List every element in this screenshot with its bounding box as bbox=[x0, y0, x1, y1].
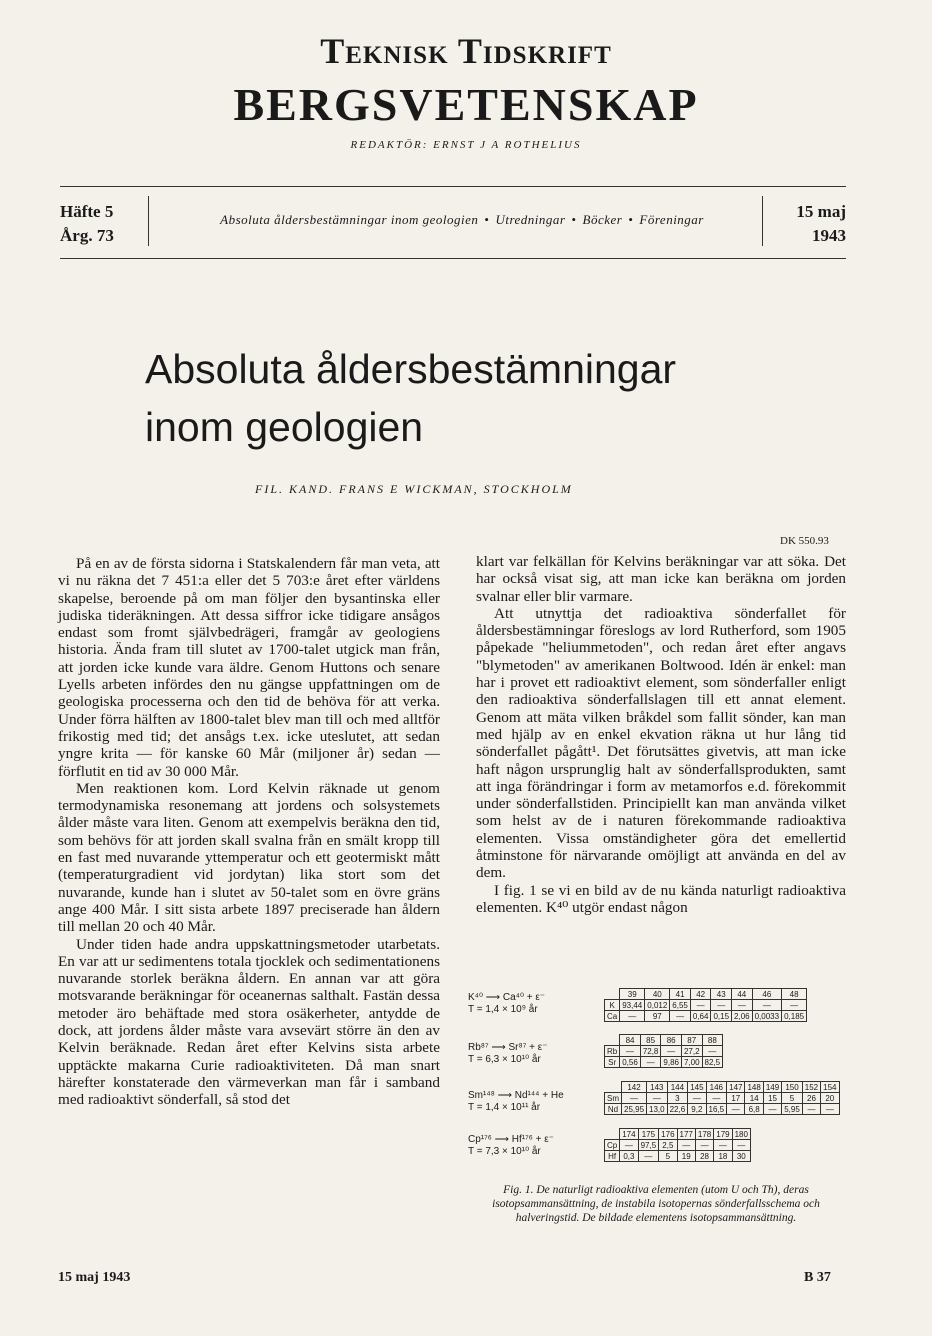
isotope-table-cp-hf bbox=[604, 1128, 751, 1162]
table-cell: 174 bbox=[620, 1129, 638, 1140]
table-cell: — bbox=[620, 1011, 645, 1022]
table-cell: 97,5 bbox=[638, 1140, 659, 1151]
decay-equation: Sm¹⁴⁸ ⟶ Nd¹⁴⁴ + He bbox=[468, 1090, 564, 1101]
table-cell: 15 bbox=[763, 1093, 781, 1104]
table-cell: 42 bbox=[690, 989, 711, 1000]
table-row bbox=[605, 1151, 751, 1162]
table-cell: — bbox=[802, 1104, 820, 1115]
topic: Böcker bbox=[582, 212, 623, 227]
author-line: FIL. KAND. FRANS E WICKMAN, STOCKHOLM bbox=[255, 482, 573, 496]
issue-hafte: Häfte 5 bbox=[60, 202, 114, 221]
table-cell: — bbox=[688, 1093, 706, 1104]
decay-equation: K⁴⁰ ⟶ Ca⁴⁰ + ε⁻ bbox=[468, 992, 546, 1003]
table-cell: 154 bbox=[821, 1082, 839, 1093]
table-cell: — bbox=[711, 1000, 732, 1011]
table-cell: 17 bbox=[727, 1093, 745, 1104]
table-cell: 93,44 bbox=[620, 1000, 645, 1011]
table-cell: 25,95 bbox=[622, 1104, 647, 1115]
table-cell: 88 bbox=[702, 1035, 723, 1046]
header-row bbox=[605, 989, 807, 1000]
element-symbol: Nd bbox=[605, 1104, 622, 1115]
topic-list: Absoluta åldersbestämningar inom geologien • Utredningar • Böcker • Föreningar bbox=[220, 212, 704, 227]
table-cell: — bbox=[620, 1046, 641, 1057]
table-cell: 16,5 bbox=[706, 1104, 727, 1115]
table-cell: 7,00 bbox=[681, 1057, 702, 1068]
article-title bbox=[145, 340, 676, 456]
table-cell: 0,15 bbox=[711, 1011, 732, 1022]
table-cell: — bbox=[732, 1140, 750, 1151]
table-cell: 142 bbox=[622, 1082, 647, 1093]
dk-classification: DK 550.93 bbox=[780, 535, 829, 547]
table-cell: 44 bbox=[732, 989, 753, 1000]
table-cell: 27,2 bbox=[681, 1046, 702, 1057]
header-row bbox=[605, 1082, 840, 1093]
isotope-table-sm-nd bbox=[604, 1081, 840, 1115]
table-cell: 48 bbox=[782, 989, 807, 1000]
table-cell: 2,5 bbox=[659, 1140, 677, 1151]
table-cell: 146 bbox=[706, 1082, 727, 1093]
decay-scheme bbox=[468, 1042, 547, 1066]
table-cell: 149 bbox=[763, 1082, 781, 1093]
table-cell: 148 bbox=[745, 1082, 763, 1093]
table-cell: 43 bbox=[711, 989, 732, 1000]
table-cell: — bbox=[763, 1104, 781, 1115]
table-cell: 5,95 bbox=[782, 1104, 803, 1115]
table-cell: 175 bbox=[638, 1129, 659, 1140]
table-cell: 144 bbox=[667, 1082, 688, 1093]
paragraph: I fig. 1 se vi en bild av de nu kända naturligt radioaktiva elementen. K⁴⁰ utgör endast någon bbox=[476, 881, 846, 916]
table-row bbox=[605, 1093, 840, 1104]
table-cell: 46 bbox=[752, 989, 781, 1000]
table-cell: 97 bbox=[645, 1011, 670, 1022]
table-cell: — bbox=[702, 1046, 723, 1057]
table-cell: — bbox=[670, 1011, 691, 1022]
table-cell: 0,012 bbox=[645, 1000, 670, 1011]
table-cell: 5 bbox=[659, 1151, 677, 1162]
table-row bbox=[605, 1046, 723, 1057]
table-cell: 86 bbox=[661, 1035, 682, 1046]
divider bbox=[762, 196, 763, 246]
table-cell: — bbox=[661, 1046, 682, 1057]
title-line: Absoluta åldersbestämningar bbox=[145, 346, 677, 392]
element-symbol: Sr bbox=[605, 1057, 620, 1068]
topic: Föreningar bbox=[639, 212, 704, 227]
paragraph: På en av de första sidorna i Statskalendern får man veta, att vi nu räkna det 7 451:a eller det 5 703:e året efter världens skapelse, beroende på om man följer den bysantinska eller judiska tideräkningen. Att dessa siffror icke tidigare ansågos endast som fromt självbedrägeri, framgår av geologiens historia. Ända fram till slutet av 1700-talet utgick man från, att jorden icke kunde vara äldre. Genom Huttons och senare Lyells arbeten infördes den nu gängse uppfattningen om de geologiska processerna och den tid de behöva för att verka. Under förra hälften av 1800-talet blev man till och med alltför frikostig med tid; det ansågs t.ex. icke uteslutet, att sedan yngre krita — för kanske 60 Mår (miljoner år) sedan — förflutit en tid av 30 000 Mår. bbox=[58, 555, 440, 780]
table-cell: — bbox=[782, 1000, 807, 1011]
table-cell: 0,185 bbox=[782, 1011, 807, 1022]
table-cell: 85 bbox=[640, 1035, 661, 1046]
section-title: BERGSVETENSKAP bbox=[233, 79, 699, 130]
figure-1 bbox=[464, 984, 852, 1174]
table-cell: 150 bbox=[782, 1082, 803, 1093]
footer-date: 15 maj 1943 bbox=[58, 1270, 131, 1285]
table-cell: 82,5 bbox=[702, 1057, 723, 1068]
figure-caption: Fig. 1. De naturligt radioaktiva elementen (utom U och Th), deras isotopsammansättning, de instabila isotopernas sönderfallsschema och halveringstid. De bildade elementens isotopsammansättning. bbox=[492, 1184, 820, 1224]
table-cell: — bbox=[640, 1057, 661, 1068]
table-cell: — bbox=[714, 1140, 732, 1151]
table-cell: 152 bbox=[802, 1082, 820, 1093]
half-life: T = 6,3 × 10¹⁰ år bbox=[468, 1054, 541, 1065]
element-symbol bbox=[605, 1035, 620, 1046]
table-row bbox=[605, 1140, 751, 1151]
table-cell: 13,0 bbox=[647, 1104, 668, 1115]
element-symbol bbox=[605, 1129, 620, 1140]
editor-line: REDAKTÖR: ERNST J A ROTHELIUS bbox=[350, 139, 582, 151]
table-cell: 145 bbox=[688, 1082, 706, 1093]
table-cell: 19 bbox=[677, 1151, 695, 1162]
table-cell: — bbox=[677, 1140, 695, 1151]
table-cell: — bbox=[622, 1093, 647, 1104]
element-symbol: Cp bbox=[605, 1140, 620, 1151]
element-symbol bbox=[605, 1082, 622, 1093]
table-cell: — bbox=[638, 1151, 659, 1162]
paragraph: klart var felkällan för Kelvins beräkningar var att söka. Det har också visat sig, att man icke kan beräkna om jorden svalnar eller blir varmare. bbox=[476, 553, 846, 605]
issue-day: 15 maj bbox=[796, 202, 846, 221]
table-cell: 0,3 bbox=[620, 1151, 638, 1162]
element-symbol: Sm bbox=[605, 1093, 622, 1104]
element-symbol: K bbox=[605, 1000, 620, 1011]
bottom-rule bbox=[60, 258, 846, 259]
table-cell: — bbox=[620, 1140, 638, 1151]
table-cell: 180 bbox=[732, 1129, 750, 1140]
element-symbol bbox=[605, 989, 620, 1000]
table-row bbox=[605, 1000, 807, 1011]
table-cell: — bbox=[821, 1104, 839, 1115]
table-cell: 5 bbox=[782, 1093, 803, 1104]
table-cell: 28 bbox=[695, 1151, 713, 1162]
table-cell: 0,64 bbox=[690, 1011, 711, 1022]
top-rule bbox=[60, 186, 846, 187]
paragraph: Under tiden hade andra uppskattningsmetoder utarbetats. En var att ur sedimentens totala tjocklek och sedimentationens nuvarande storlek beräkna åldern. En annan var att göra motsvarande beräkningar för oceanernas salthalt. Fastän dessa metoder äro behäftade med stora osäkerheter, antydde de dock, att jordens ålder måste vara avsevärt större än den av Kelvin beräknade. Redan året efter Kelvins sista arbete upptäckte makarna Curie radioaktiviteten. Då man snart härefter konstaterade den värmeverkan man får i samband med radioaktivt sönderfall, så stod det bbox=[58, 935, 440, 1109]
table-cell: 2,06 bbox=[732, 1011, 753, 1022]
masthead bbox=[0, 30, 932, 151]
table-cell: 39 bbox=[620, 989, 645, 1000]
isotope-table-k-ca bbox=[604, 988, 807, 1022]
table-row bbox=[605, 1057, 723, 1068]
paragraph: Men reaktionen kom. Lord Kelvin räknade ut genom termodynamiska resonemang att jordens och solsystemets ålder måste vara liten. Genom att exempelvis beräkna den tid, som behövs för att jorden skall svalna från en smält kropp till en fast med nuvarande yttemperatur och ett geotermiskt mått (temperaturgradient vid jordytan) lika stort som det nuvarande, kunde han i slutet av 50-talet som en övre gräns ange 400 Mår. I sitt sista arbete 1897 preciserade han åldern till mellan 20 och 40 Mår. bbox=[58, 779, 440, 936]
table-cell: 30 bbox=[732, 1151, 750, 1162]
half-life: T = 7,3 × 10¹⁰ år bbox=[468, 1146, 541, 1157]
left-column bbox=[58, 555, 440, 1109]
decay-scheme bbox=[468, 992, 545, 1016]
decay-scheme bbox=[468, 1134, 554, 1158]
table-row bbox=[605, 1011, 807, 1022]
header-row bbox=[605, 1129, 751, 1140]
title-line: inom geologien bbox=[145, 404, 424, 450]
decay-equation: Cp¹⁷⁶ ⟶ Hf¹⁷⁶ + ε⁻ bbox=[468, 1134, 554, 1145]
decay-scheme bbox=[468, 1090, 564, 1114]
issue-date bbox=[770, 200, 846, 248]
issue-year: 1943 bbox=[812, 226, 846, 245]
table-row bbox=[605, 1104, 840, 1115]
table-cell: 72,8 bbox=[640, 1046, 661, 1057]
isotope-table-rb-sr bbox=[604, 1034, 723, 1068]
table-cell: 41 bbox=[670, 989, 691, 1000]
table-cell: 40 bbox=[645, 989, 670, 1000]
table-cell: — bbox=[752, 1000, 781, 1011]
paragraph: Att utnyttja det radioaktiva sönderfallet för åldersbestämningar föreslogs av lord Rutherford, som 1905 påpekade "heliummetoden", och redan året efter angavs "blymetoden" av amerikanen Boltwood. Idén är enkel: man har i provet ett radioaktivt element, som sönderfaller enligt den radioaktiva sönderfallslagen till ett annat element. Genom att mäta vilken bråkdel som fallit sönder, kan man med hjälp av en enkel ekvation räkna ut hur lång tid sönderfallet pågått¹. Det förutsättes givetvis, att man icke haft någon ursprunglig halt av sönderfallsprodukten, samt att inga förändringar i form av metamorfos e.d. förekommit under sönderfallstiden. Principiellt kan man använda vilket som helst av de i naturen förekommande radioaktiva elementen. Vissa omständigheter göra det emellertid åtminstone för närvarande omöjligt att använda en del av dem. bbox=[476, 604, 846, 882]
divider bbox=[148, 196, 149, 246]
table-cell: — bbox=[690, 1000, 711, 1011]
table-cell: 9,2 bbox=[688, 1104, 706, 1115]
table-cell: 6,8 bbox=[745, 1104, 763, 1115]
half-life: T = 1,4 × 10⁹ år bbox=[468, 1004, 538, 1015]
table-cell: 0,0033 bbox=[752, 1011, 781, 1022]
header-row bbox=[605, 1035, 723, 1046]
table-cell: — bbox=[727, 1104, 745, 1115]
table-cell: 143 bbox=[647, 1082, 668, 1093]
table-cell: 3 bbox=[667, 1093, 688, 1104]
table-cell: — bbox=[647, 1093, 668, 1104]
element-symbol: Hf bbox=[605, 1151, 620, 1162]
table-cell: 6,55 bbox=[670, 1000, 691, 1011]
journal-title: Teknisk Tidskrift bbox=[320, 31, 612, 71]
table-cell: 84 bbox=[620, 1035, 641, 1046]
table-cell: 178 bbox=[695, 1129, 713, 1140]
table-cell: 20 bbox=[821, 1093, 839, 1104]
half-life: T = 1,4 × 10¹¹ år bbox=[468, 1102, 541, 1113]
table-cell: 14 bbox=[745, 1093, 763, 1104]
table-cell: 26 bbox=[802, 1093, 820, 1104]
right-column bbox=[476, 553, 846, 916]
table-cell: — bbox=[695, 1140, 713, 1151]
table-cell: 176 bbox=[659, 1129, 677, 1140]
element-symbol: Rb bbox=[605, 1046, 620, 1057]
table-cell: 147 bbox=[727, 1082, 745, 1093]
table-cell: — bbox=[732, 1000, 753, 1011]
table-cell: 177 bbox=[677, 1129, 695, 1140]
table-cell: 0,56 bbox=[620, 1057, 641, 1068]
table-cell: 22,6 bbox=[667, 1104, 688, 1115]
issue-arg: Årg. 73 bbox=[60, 226, 114, 245]
page-number: B 37 bbox=[804, 1270, 831, 1285]
topic: Absoluta åldersbestämningar inom geologien bbox=[220, 212, 479, 227]
table-cell: 18 bbox=[714, 1151, 732, 1162]
table-cell: 9,86 bbox=[661, 1057, 682, 1068]
decay-equation: Rb⁸⁷ ⟶ Sr⁸⁷ + ε⁻ bbox=[468, 1042, 548, 1053]
issue-number bbox=[60, 200, 114, 248]
table-cell: 179 bbox=[714, 1129, 732, 1140]
element-symbol: Ca bbox=[605, 1011, 620, 1022]
table-cell: 87 bbox=[681, 1035, 702, 1046]
topic: Utredningar bbox=[495, 212, 566, 227]
table-cell: — bbox=[706, 1093, 727, 1104]
